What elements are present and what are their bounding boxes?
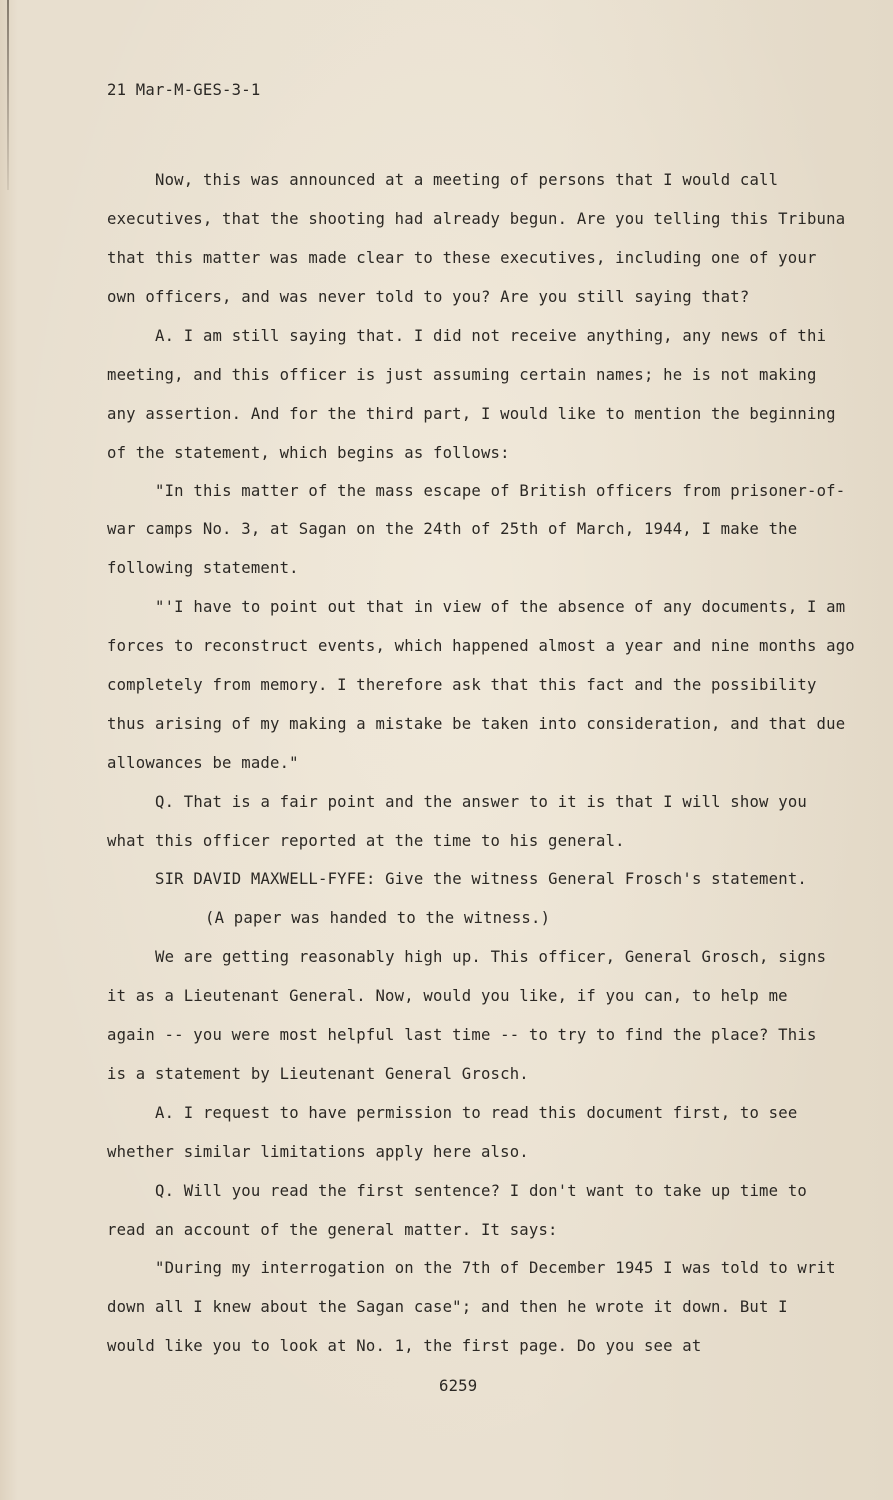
- text-line: We are getting reasonably high up. This officer, General Grosch, signs: [155, 948, 827, 966]
- page-edge-mark: [7, 0, 9, 190]
- text-line: of the statement, which begins as follows:: [107, 444, 510, 462]
- text-line: Q. That is a fair point and the answer to it is that I will show you: [155, 793, 807, 811]
- text-line: Now, this was announced at a meeting of persons that I would call: [155, 171, 779, 189]
- text-line: following statement.: [107, 559, 299, 577]
- text-line: allowances be made.": [107, 754, 299, 772]
- text-line: Q. Will you read the first sentence? I don't want to take up time to: [155, 1182, 807, 1200]
- text-line: forces to reconstruct events, which happened almost a year and nine months ago: [107, 637, 855, 655]
- text-line: "During my interrogation on the 7th of December 1945 I was told to writ: [155, 1259, 836, 1277]
- text-line: A. I request to have permission to read this document first, to see: [155, 1104, 798, 1122]
- text-line: thus arising of my making a mistake be taken into consideration, and that due: [107, 715, 846, 733]
- text-line: what this officer reported at the time to his general.: [107, 832, 625, 850]
- text-line: meeting, and this officer is just assuming certain names; he is not making: [107, 366, 817, 384]
- text-line: "In this matter of the mass escape of British officers from prisoner-of-: [155, 482, 846, 500]
- page-identifier: 21 Mar-M-GES-3-1: [107, 81, 261, 99]
- text-line: is a statement by Lieutenant General Grosch.: [107, 1065, 529, 1083]
- text-line: completely from memory. I therefore ask that this fact and the possibility: [107, 676, 817, 694]
- text-line: that this matter was made clear to these executives, including one of your: [107, 249, 817, 267]
- text-line: war camps No. 3, at Sagan on the 24th of 25th of March, 1944, I make the: [107, 520, 798, 538]
- text-line: executives, that the shooting had already begun. Are you telling this Tribuna: [107, 210, 846, 228]
- page-number: 6259: [439, 1377, 478, 1395]
- text-line: it as a Lieutenant General. Now, would you like, if you can, to help me: [107, 987, 788, 1005]
- text-line: again -- you were most helpful last time -- to try to find the place? This: [107, 1026, 817, 1044]
- text-line: own officers, and was never told to you? Are you still saying that?: [107, 288, 750, 306]
- text-line: read an account of the general matter. It says:: [107, 1221, 558, 1239]
- text-line: "'I have to point out that in view of the absence of any documents, I am: [155, 598, 846, 616]
- text-line: A. I am still saying that. I did not receive anything, any news of thi: [155, 327, 827, 345]
- text-line: SIR DAVID MAXWELL-FYFE: Give the witness General Frosch's statement.: [155, 870, 807, 888]
- text-line: would like you to look at No. 1, the first page. Do you see at: [107, 1337, 702, 1355]
- text-line: down all I knew about the Sagan case"; and then he wrote it down. But I: [107, 1298, 788, 1316]
- text-line: any assertion. And for the third part, I would like to mention the beginning: [107, 405, 836, 423]
- text-line: whether similar limitations apply here also.: [107, 1143, 529, 1161]
- text-line: (A paper was handed to the witness.): [205, 909, 551, 927]
